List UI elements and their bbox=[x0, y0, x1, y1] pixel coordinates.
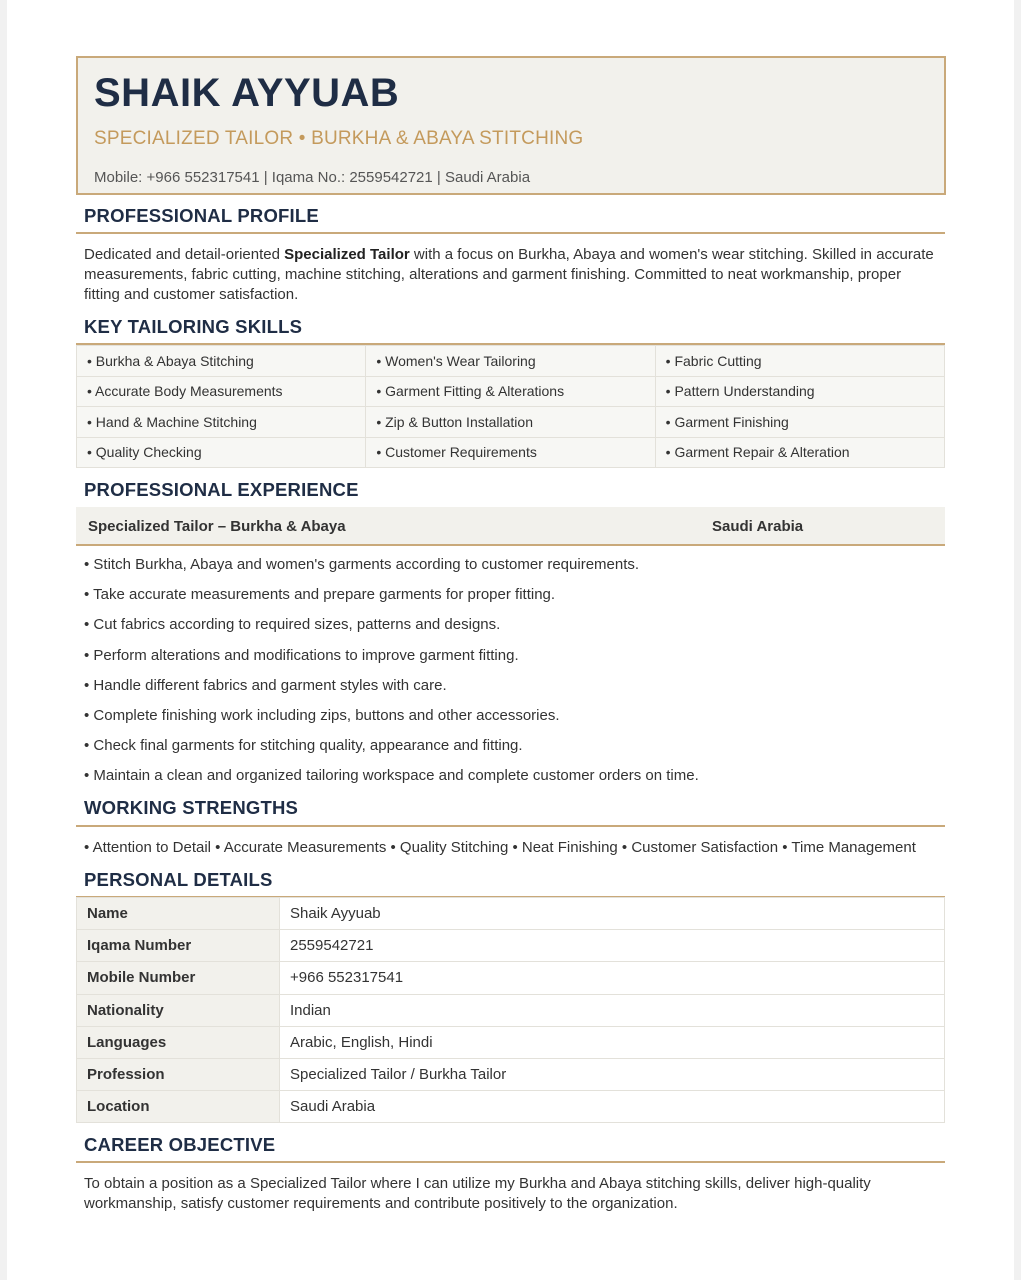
detail-label: Mobile Number bbox=[77, 962, 280, 994]
experience-role: Specialized Tailor – Burkha & Abaya bbox=[88, 518, 346, 535]
skill-item: • Garment Repair & Alteration bbox=[655, 437, 944, 468]
skill-item: • Accurate Body Measurements bbox=[77, 376, 366, 407]
contact-line: Mobile: +966 552317541 | Iqama No.: 2559542721 | Saudi Arabia bbox=[94, 169, 531, 186]
experience-role-bar bbox=[76, 507, 945, 546]
skill-item: • Burkha & Abaya Stitching bbox=[77, 346, 366, 377]
skill-item: • Garment Finishing bbox=[655, 407, 944, 438]
detail-row bbox=[77, 994, 945, 1026]
skills-row bbox=[77, 346, 945, 377]
skills-table bbox=[76, 345, 945, 468]
experience-bullets bbox=[84, 554, 944, 796]
skill-item: • Pattern Understanding bbox=[655, 376, 944, 407]
experience-bullet: • Handle different fabrics and garment styles with care. bbox=[84, 676, 447, 694]
skills-heading: KEY TAILORING SKILLS bbox=[84, 316, 303, 337]
profile-divider bbox=[76, 232, 945, 234]
detail-label: Name bbox=[77, 898, 280, 930]
skill-item: • Customer Requirements bbox=[366, 437, 655, 468]
skill-item: • Quality Checking bbox=[77, 437, 366, 468]
profile-heading: PROFESSIONAL PROFILE bbox=[84, 205, 319, 226]
skill-item: • Zip & Button Installation bbox=[366, 407, 655, 438]
detail-row bbox=[77, 898, 945, 930]
skill-item: • Fabric Cutting bbox=[655, 346, 944, 377]
experience-bullet: • Cut fabrics according to required sizes, patterns and designs. bbox=[84, 616, 501, 634]
experience-bullet: • Perform alterations and modifications to improve garment fitting. bbox=[84, 646, 519, 664]
detail-label: Profession bbox=[77, 1058, 280, 1090]
resume-header bbox=[76, 56, 946, 195]
experience-heading: PROFESSIONAL EXPERIENCE bbox=[84, 479, 359, 500]
detail-value: 2559542721 bbox=[280, 930, 945, 962]
personal-details-table bbox=[76, 897, 945, 1123]
detail-value: Indian bbox=[280, 994, 945, 1026]
personal-heading: PERSONAL DETAILS bbox=[84, 869, 273, 890]
detail-row bbox=[77, 1026, 945, 1058]
detail-label: Location bbox=[77, 1091, 280, 1123]
experience-bullet: • Complete finishing work including zips, buttons and other accessories. bbox=[84, 706, 560, 724]
detail-row bbox=[77, 930, 945, 962]
objective-divider bbox=[76, 1161, 945, 1163]
experience-bullet: • Check final garments for stitching quality, appearance and fitting. bbox=[84, 737, 523, 755]
skills-row bbox=[77, 376, 945, 407]
strengths-divider bbox=[76, 825, 945, 827]
detail-row bbox=[77, 1091, 945, 1123]
skills-row bbox=[77, 437, 945, 468]
detail-label: Languages bbox=[77, 1026, 280, 1058]
objective-text: To obtain a position as a Specialized Tailor where I can utilize my Burkha and Abaya stitching skills, deliver high-quality workmanship, satisfy customer requirements and contribute positively to the organization. bbox=[84, 1175, 871, 1212]
detail-row bbox=[77, 1058, 945, 1090]
candidate-name: SHAIK AYYUAB bbox=[94, 71, 400, 115]
skill-item: • Hand & Machine Stitching bbox=[77, 407, 366, 438]
detail-value: +966 552317541 bbox=[280, 962, 945, 994]
resume-page bbox=[7, 0, 1014, 1280]
experience-bullet: • Take accurate measurements and prepare garments for proper fitting. bbox=[84, 586, 556, 604]
skills-row bbox=[77, 407, 945, 438]
experience-bullet: • Stitch Burkha, Abaya and women's garments according to customer requirements. bbox=[84, 556, 640, 573]
strengths-heading: WORKING STRENGTHS bbox=[84, 797, 299, 818]
profile-text-start: Dedicated and detail-oriented bbox=[84, 246, 285, 263]
profile-text bbox=[84, 245, 934, 305]
detail-value: Saudi Arabia bbox=[280, 1091, 945, 1123]
detail-label: Iqama Number bbox=[77, 930, 280, 962]
profile-text-bold: Specialized Tailor bbox=[284, 246, 410, 263]
skill-item: • Women's Wear Tailoring bbox=[366, 346, 655, 377]
candidate-title: SPECIALIZED TAILOR • BURKHA & ABAYA STITCHING bbox=[94, 128, 584, 149]
detail-row bbox=[77, 962, 945, 994]
detail-value: Shaik Ayyuab bbox=[280, 898, 945, 930]
experience-bullet: • Maintain a clean and organized tailoring workspace and complete customer orders on time. bbox=[84, 767, 699, 785]
objective-heading: CAREER OBJECTIVE bbox=[84, 1134, 276, 1155]
detail-value: Arabic, English, Hindi bbox=[280, 1026, 945, 1058]
profile-text-end: with a focus on Burkha, Abaya and women's wear stitching. Skilled in accurate measurements, fabric cutting, machine stitching, alterations and garment finishing. Committed to neat workmanship, proper fitting and customer satisfaction. bbox=[84, 246, 934, 303]
detail-label: Nationality bbox=[77, 994, 280, 1026]
skill-item: • Garment Fitting & Alterations bbox=[366, 376, 655, 407]
detail-value: Specialized Tailor / Burkha Tailor bbox=[280, 1058, 945, 1090]
strengths-text: • Attention to Detail • Accurate Measurements • Quality Stitching • Neat Finishing • Customer Satisfaction • Time Management bbox=[84, 839, 916, 856]
experience-location: Saudi Arabia bbox=[712, 518, 804, 535]
